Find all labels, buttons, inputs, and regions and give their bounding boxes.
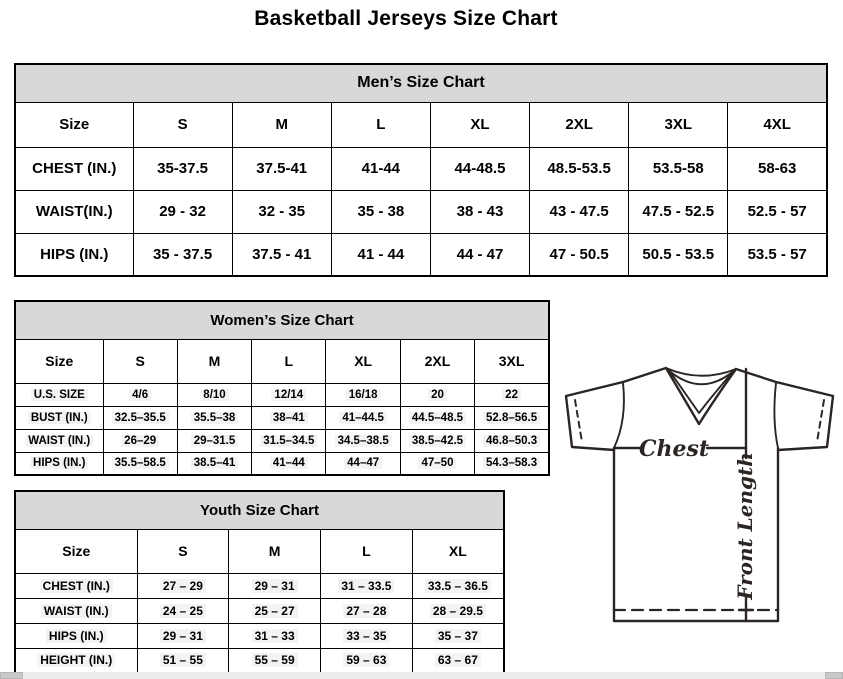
cell: 58-63 (728, 147, 827, 190)
cell: 38 - 43 (430, 190, 529, 233)
cell: 44 - 47 (430, 233, 529, 276)
cell: 54.3–58.3 (475, 452, 549, 475)
col-header: Size (15, 339, 103, 383)
col-header: XL (430, 102, 529, 147)
mens-chart-title: Men’s Size Chart (15, 64, 827, 102)
col-header: L (321, 529, 413, 573)
col-header: XL (326, 339, 400, 383)
cell: 47 - 50.5 (530, 233, 629, 276)
cell: 35-37.5 (133, 147, 232, 190)
table-header-row (15, 339, 549, 383)
col-header: M (177, 339, 251, 383)
table-row (15, 623, 504, 648)
table-header-row (15, 102, 827, 147)
col-header: L (331, 102, 430, 147)
cell: 47–50 (400, 452, 474, 475)
cell: 29–31.5 (177, 429, 251, 452)
col-header: 3XL (629, 102, 728, 147)
row-label: HIPS (IN.) (15, 452, 103, 475)
table-row (15, 429, 549, 452)
womens-size-chart-table (14, 300, 550, 476)
table-row (15, 648, 504, 673)
cell: 20 (400, 383, 474, 406)
row-label: HIPS (IN.) (15, 623, 137, 648)
table-row (15, 383, 549, 406)
table-row (15, 233, 827, 276)
cell: 25 – 27 (229, 598, 321, 623)
col-header: XL (412, 529, 504, 573)
womens-chart-title: Women’s Size Chart (15, 301, 549, 339)
jersey-diagram (556, 358, 843, 648)
scrollbar-right-piece[interactable] (825, 672, 843, 679)
col-header: Size (15, 102, 133, 147)
cell: 41–44.5 (326, 406, 400, 429)
cell: 35 – 37 (412, 623, 504, 648)
scrollbar-left-piece[interactable] (0, 672, 23, 679)
cell: 38.5–42.5 (400, 429, 474, 452)
cell: 12/14 (252, 383, 326, 406)
cell: 35.5–38 (177, 406, 251, 429)
cell: 4/6 (103, 383, 177, 406)
cell: 43 - 47.5 (530, 190, 629, 233)
cell: 22 (475, 383, 549, 406)
cell: 35.5–58.5 (103, 452, 177, 475)
cell: 37.5 - 41 (232, 233, 331, 276)
cell: 59 – 63 (321, 648, 413, 673)
table-row (15, 190, 827, 233)
cell: 47.5 - 52.5 (629, 190, 728, 233)
col-header: S (103, 339, 177, 383)
youth-chart-title: Youth Size Chart (15, 491, 504, 529)
cell: 52.8–56.5 (475, 406, 549, 429)
table-title-row (15, 491, 504, 529)
cell: 16/18 (326, 383, 400, 406)
row-label: HEIGHT (IN.) (15, 648, 137, 673)
table-title-row (15, 301, 549, 339)
cell: 34.5–38.5 (326, 429, 400, 452)
left-cuff-dashed-line (575, 400, 582, 442)
cell: 53.5 - 57 (728, 233, 827, 276)
cell: 31 – 33.5 (321, 573, 413, 598)
cell: 63 – 67 (412, 648, 504, 673)
right-cuff-dashed-line (817, 400, 824, 442)
horizontal-scrollbar[interactable] (0, 672, 843, 679)
cell: 35 - 37.5 (133, 233, 232, 276)
col-header: M (229, 529, 321, 573)
table-row (15, 452, 549, 475)
page-title: Basketball Jerseys Size Chart (254, 7, 558, 30)
cell: 38–41 (252, 406, 326, 429)
table-header-row (15, 529, 504, 573)
col-header: 3XL (475, 339, 549, 383)
table-row (15, 598, 504, 623)
row-label: U.S. SIZE (15, 383, 103, 406)
col-header: S (137, 529, 229, 573)
cell: 31 – 33 (229, 623, 321, 648)
cell: 38.5–41 (177, 452, 251, 475)
row-label: HIPS (IN.) (15, 233, 133, 276)
row-label: CHEST (IN.) (15, 573, 137, 598)
front-length-label: Front Length (733, 452, 757, 600)
cell: 31.5–34.5 (252, 429, 326, 452)
jersey-collar-back-line (666, 368, 736, 376)
cell: 37.5-41 (232, 147, 331, 190)
row-label: CHEST (IN.) (15, 147, 133, 190)
col-header: S (133, 102, 232, 147)
row-label: BUST (IN.) (15, 406, 103, 429)
row-label: WAIST (IN.) (15, 429, 103, 452)
cell: 32.5–35.5 (103, 406, 177, 429)
cell: 29 – 31 (229, 573, 321, 598)
col-header: Size (15, 529, 137, 573)
chest-label: Chest (638, 436, 710, 462)
cell: 33.5 – 36.5 (412, 573, 504, 598)
cell: 50.5 - 53.5 (629, 233, 728, 276)
row-label: WAIST(IN.) (15, 190, 133, 233)
col-header: L (252, 339, 326, 383)
table-title-row (15, 64, 827, 102)
cell: 46.8–50.3 (475, 429, 549, 452)
cell: 41-44 (331, 147, 430, 190)
cell: 28 – 29.5 (412, 598, 504, 623)
row-label: WAIST (IN.) (15, 598, 137, 623)
cell: 44-48.5 (430, 147, 529, 190)
col-header: 4XL (728, 102, 827, 147)
cell: 51 – 55 (137, 648, 229, 673)
cell: 33 – 35 (321, 623, 413, 648)
cell: 32 - 35 (232, 190, 331, 233)
col-header: 2XL (530, 102, 629, 147)
table-row (15, 573, 504, 598)
cell: 24 – 25 (137, 598, 229, 623)
cell: 52.5 - 57 (728, 190, 827, 233)
mens-size-chart-table (14, 63, 828, 277)
cell: 44.5–48.5 (400, 406, 474, 429)
jersey-left-sleeve-seam (614, 383, 624, 448)
cell: 41 - 44 (331, 233, 430, 276)
jersey-right-sleeve-seam (774, 383, 778, 448)
table-row (15, 147, 827, 190)
col-header: 2XL (400, 339, 474, 383)
cell: 26–29 (103, 429, 177, 452)
cell: 27 – 28 (321, 598, 413, 623)
cell: 29 - 32 (133, 190, 232, 233)
cell: 27 – 29 (137, 573, 229, 598)
cell: 8/10 (177, 383, 251, 406)
cell: 48.5-53.5 (530, 147, 629, 190)
youth-size-chart-table (14, 490, 505, 674)
col-header: M (232, 102, 331, 147)
cell: 29 – 31 (137, 623, 229, 648)
cell: 53.5-58 (629, 147, 728, 190)
cell: 55 – 59 (229, 648, 321, 673)
cell: 35 - 38 (331, 190, 430, 233)
cell: 44–47 (326, 452, 400, 475)
cell: 41–44 (252, 452, 326, 475)
table-row (15, 406, 549, 429)
